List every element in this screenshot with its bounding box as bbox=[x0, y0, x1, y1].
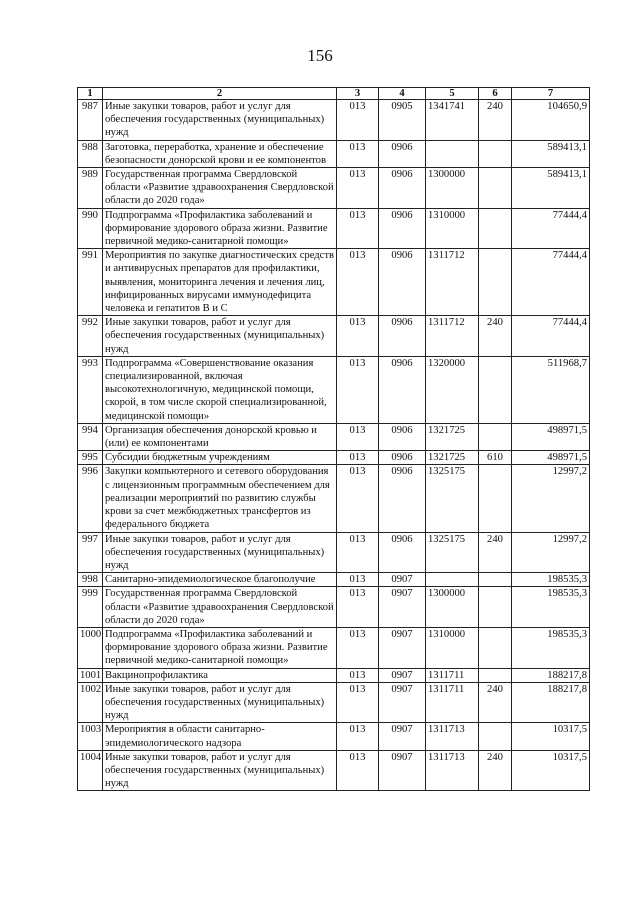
row-code-5: 1320000 bbox=[426, 356, 479, 423]
row-amount: 10317,5 bbox=[512, 750, 590, 791]
row-code-5: 1311711 bbox=[426, 682, 479, 723]
table-row bbox=[78, 532, 590, 573]
row-name: Закупки компьютерного и сетевого оборудования с лицензионным программным обеспечением для реализации мероприятий по развитию службы крови за счет межбюджетных трансфертов из федерального бюджета bbox=[103, 465, 337, 532]
row-code-6: 610 bbox=[479, 451, 512, 465]
row-code-3: 013 bbox=[337, 356, 379, 423]
row-number: 996 bbox=[78, 465, 103, 532]
row-code-3: 013 bbox=[337, 682, 379, 723]
row-code-3: 013 bbox=[337, 627, 379, 668]
column-header-4: 4 bbox=[379, 88, 426, 100]
table-row bbox=[78, 723, 590, 750]
table-row bbox=[78, 249, 590, 316]
table-row bbox=[78, 682, 590, 723]
row-name: Заготовка, переработка, хранение и обеспечение безопасности донорской крови и ее компонентов bbox=[103, 140, 337, 167]
row-name: Иные закупки товаров, работ и услуг для обеспечения государственных (муниципальных) нужд bbox=[103, 750, 337, 791]
row-amount: 198535,3 bbox=[512, 573, 590, 587]
row-code-5: 1311712 bbox=[426, 316, 479, 357]
row-amount: 498971,5 bbox=[512, 423, 590, 450]
row-amount: 188217,8 bbox=[512, 682, 590, 723]
row-name: Мероприятия по закупке диагностических средств и антивирусных препаратов для профилактики, выявления, мониторинга лечения и лечения лиц, инфицированных вирусами иммунодефицита человека и гепатитов В и С bbox=[103, 249, 337, 316]
row-name: Иные закупки товаров, работ и услуг для обеспечения государственных (муниципальных) нужд bbox=[103, 532, 337, 573]
table-row bbox=[78, 208, 590, 249]
row-number: 995 bbox=[78, 451, 103, 465]
row-code-3: 013 bbox=[337, 316, 379, 357]
page-number: 156 bbox=[307, 46, 333, 65]
row-code-3: 013 bbox=[337, 750, 379, 791]
row-code-3: 013 bbox=[337, 668, 379, 682]
row-code-4: 0907 bbox=[379, 682, 426, 723]
row-code-5: 1325175 bbox=[426, 465, 479, 532]
row-number: 1004 bbox=[78, 750, 103, 791]
column-header-3: 3 bbox=[337, 88, 379, 100]
row-number: 1001 bbox=[78, 668, 103, 682]
row-amount: 77444,4 bbox=[512, 316, 590, 357]
row-code-4: 0906 bbox=[379, 356, 426, 423]
row-number: 988 bbox=[78, 140, 103, 167]
row-code-3: 013 bbox=[337, 208, 379, 249]
row-name: Подпрограмма «Совершенствование оказания специализированной, включая высокотехнологичную, медицинской помощи, скорой, в том числе скорой специализированной, медицинской помощи» bbox=[103, 356, 337, 423]
row-name: Иные закупки товаров, работ и услуг для обеспечения государственных (муниципальных) нужд bbox=[103, 316, 337, 357]
row-code-3: 013 bbox=[337, 451, 379, 465]
row-code-5 bbox=[426, 573, 479, 587]
row-code-3: 013 bbox=[337, 100, 379, 141]
row-code-6 bbox=[479, 208, 512, 249]
row-code-5: 1321725 bbox=[426, 451, 479, 465]
row-code-6 bbox=[479, 573, 512, 587]
header-row bbox=[78, 88, 590, 100]
row-number: 989 bbox=[78, 168, 103, 209]
row-amount: 77444,4 bbox=[512, 249, 590, 316]
row-code-3: 013 bbox=[337, 423, 379, 450]
row-amount: 188217,8 bbox=[512, 668, 590, 682]
row-code-6: 240 bbox=[479, 682, 512, 723]
row-number: 1000 bbox=[78, 627, 103, 668]
row-number: 999 bbox=[78, 587, 103, 628]
row-name: Государственная программа Свердловской области «Развитие здравоохранения Свердловской области до 2020 года» bbox=[103, 168, 337, 209]
row-code-5: 1311711 bbox=[426, 668, 479, 682]
row-number: 993 bbox=[78, 356, 103, 423]
row-amount: 589413,1 bbox=[512, 168, 590, 209]
row-name: Субсидии бюджетным учреждениям bbox=[103, 451, 337, 465]
row-code-5: 1300000 bbox=[426, 168, 479, 209]
row-code-3: 013 bbox=[337, 465, 379, 532]
column-header-5: 5 bbox=[426, 88, 479, 100]
row-name: Иные закупки товаров, работ и услуг для обеспечения государственных (муниципальных) нужд bbox=[103, 682, 337, 723]
column-header-2: 2 bbox=[103, 88, 337, 100]
table-row bbox=[78, 451, 590, 465]
row-code-3: 013 bbox=[337, 573, 379, 587]
row-amount: 198535,3 bbox=[512, 627, 590, 668]
row-number: 987 bbox=[78, 100, 103, 141]
row-code-6 bbox=[479, 356, 512, 423]
row-code-4: 0906 bbox=[379, 532, 426, 573]
row-number: 997 bbox=[78, 532, 103, 573]
row-number: 990 bbox=[78, 208, 103, 249]
row-code-3: 013 bbox=[337, 140, 379, 167]
row-code-5: 1311713 bbox=[426, 750, 479, 791]
table-row bbox=[78, 316, 590, 357]
row-number: 991 bbox=[78, 249, 103, 316]
row-amount: 12997,2 bbox=[512, 532, 590, 573]
row-amount: 10317,5 bbox=[512, 723, 590, 750]
table-row bbox=[78, 587, 590, 628]
row-code-6: 240 bbox=[479, 532, 512, 573]
table-row bbox=[78, 627, 590, 668]
row-name: Подпрограмма «Профилактика заболеваний и формирование здорового образа жизни. Развитие первичной медико-санитарной помощи» bbox=[103, 208, 337, 249]
row-amount: 498971,5 bbox=[512, 451, 590, 465]
column-header-1: 1 bbox=[78, 88, 103, 100]
row-code-6 bbox=[479, 587, 512, 628]
row-code-6 bbox=[479, 168, 512, 209]
row-code-5: 1321725 bbox=[426, 423, 479, 450]
row-code-4: 0906 bbox=[379, 465, 426, 532]
row-code-4: 0906 bbox=[379, 451, 426, 465]
table-row bbox=[78, 356, 590, 423]
row-code-4: 0906 bbox=[379, 423, 426, 450]
row-code-3: 013 bbox=[337, 249, 379, 316]
row-code-5: 1341741 bbox=[426, 100, 479, 141]
row-code-6: 240 bbox=[479, 100, 512, 141]
row-amount: 104650,9 bbox=[512, 100, 590, 141]
table-row bbox=[78, 100, 590, 141]
row-name: Мероприятия в области санитарно-эпидемиологического надзора bbox=[103, 723, 337, 750]
row-code-6 bbox=[479, 249, 512, 316]
row-name: Подпрограмма «Профилактика заболеваний и формирование здорового образа жизни. Развитие первичной медико-санитарной помощи» bbox=[103, 627, 337, 668]
row-code-3: 013 bbox=[337, 532, 379, 573]
row-code-6 bbox=[479, 423, 512, 450]
table-row bbox=[78, 140, 590, 167]
row-code-6 bbox=[479, 627, 512, 668]
table-row bbox=[78, 573, 590, 587]
row-code-4: 0906 bbox=[379, 168, 426, 209]
row-amount: 511968,7 bbox=[512, 356, 590, 423]
row-code-5: 1311712 bbox=[426, 249, 479, 316]
row-code-3: 013 bbox=[337, 723, 379, 750]
row-code-5 bbox=[426, 140, 479, 167]
row-code-6: 240 bbox=[479, 750, 512, 791]
table-row bbox=[78, 668, 590, 682]
column-header-6: 6 bbox=[479, 88, 512, 100]
row-code-6 bbox=[479, 465, 512, 532]
row-amount: 77444,4 bbox=[512, 208, 590, 249]
row-code-4: 0905 bbox=[379, 100, 426, 141]
row-name: Вакцинопрофилактика bbox=[103, 668, 337, 682]
row-code-6 bbox=[479, 668, 512, 682]
row-number: 998 bbox=[78, 573, 103, 587]
row-code-3: 013 bbox=[337, 168, 379, 209]
table-row bbox=[78, 168, 590, 209]
row-code-4: 0906 bbox=[379, 208, 426, 249]
budget-table bbox=[77, 87, 590, 791]
row-code-4: 0907 bbox=[379, 573, 426, 587]
column-header-7: 7 bbox=[512, 88, 590, 100]
row-name: Иные закупки товаров, работ и услуг для обеспечения государственных (муниципальных) нужд bbox=[103, 100, 337, 141]
row-code-3: 013 bbox=[337, 587, 379, 628]
row-code-4: 0907 bbox=[379, 750, 426, 791]
row-code-5: 1325175 bbox=[426, 532, 479, 573]
row-code-5: 1300000 bbox=[426, 587, 479, 628]
row-code-4: 0907 bbox=[379, 587, 426, 628]
row-number: 992 bbox=[78, 316, 103, 357]
row-code-4: 0907 bbox=[379, 627, 426, 668]
row-name: Санитарно-эпидемиологическое благополучие bbox=[103, 573, 337, 587]
table-row bbox=[78, 750, 590, 791]
row-code-6 bbox=[479, 723, 512, 750]
table-row bbox=[78, 465, 590, 532]
row-code-4: 0906 bbox=[379, 249, 426, 316]
row-code-6: 240 bbox=[479, 316, 512, 357]
row-code-4: 0907 bbox=[379, 723, 426, 750]
row-code-5: 1310000 bbox=[426, 208, 479, 249]
row-code-4: 0906 bbox=[379, 316, 426, 357]
row-amount: 589413,1 bbox=[512, 140, 590, 167]
row-number: 994 bbox=[78, 423, 103, 450]
table-row bbox=[78, 423, 590, 450]
row-code-6 bbox=[479, 140, 512, 167]
row-number: 1002 bbox=[78, 682, 103, 723]
row-name: Организация обеспечения донорской кровью и (или) ее компонентами bbox=[103, 423, 337, 450]
row-code-4: 0907 bbox=[379, 668, 426, 682]
row-code-5: 1310000 bbox=[426, 627, 479, 668]
row-number: 1003 bbox=[78, 723, 103, 750]
row-code-5: 1311713 bbox=[426, 723, 479, 750]
row-name: Государственная программа Свердловской области «Развитие здравоохранения Свердловской области до 2020 года» bbox=[103, 587, 337, 628]
row-amount: 12997,2 bbox=[512, 465, 590, 532]
row-amount: 198535,3 bbox=[512, 587, 590, 628]
row-code-4: 0906 bbox=[379, 140, 426, 167]
